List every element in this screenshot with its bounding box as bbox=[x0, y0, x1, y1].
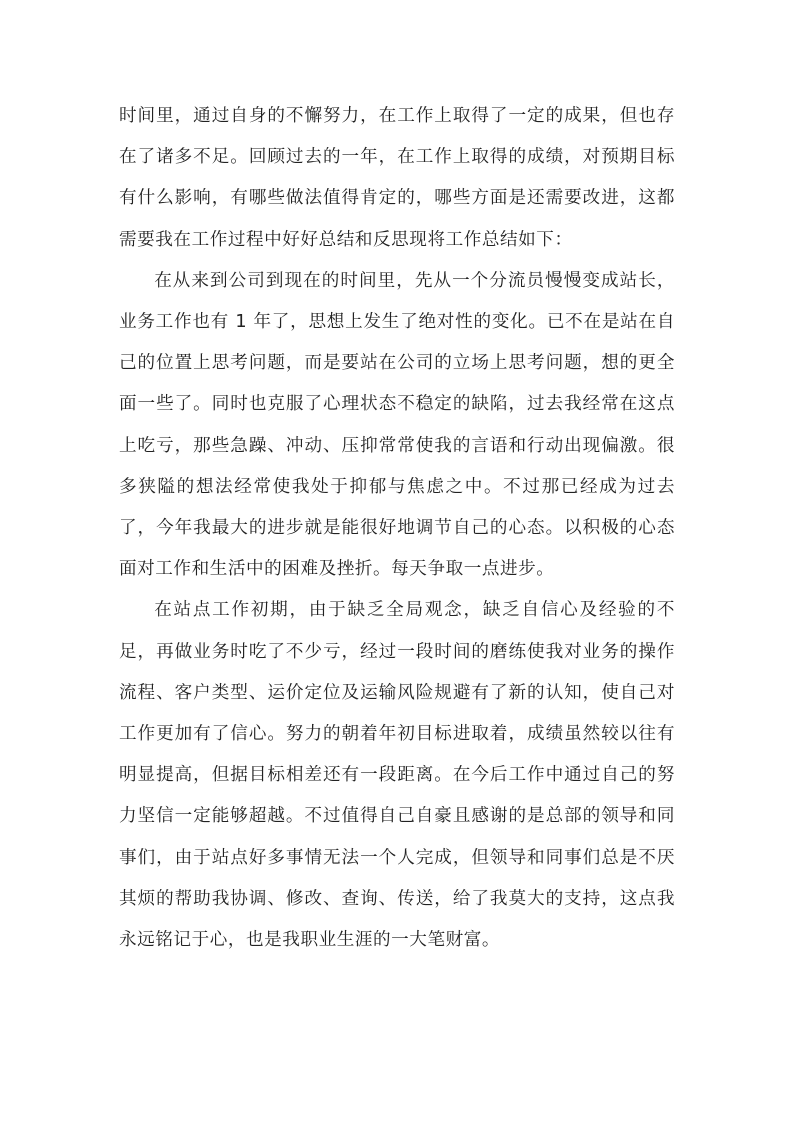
document-body bbox=[119, 96, 675, 961]
paragraph-work-experience: 在站点工作初期，由于缺乏全局观念，缺乏自信心及经验的不足，再做业务时吃了不少亏，经过一段时间的磨练使我对业务的操作流程、客户类型、运价定位及运输风险规避有了新的认知，使自己对工作更加有了信心。努力的朝着年初目标进取着，成绩虽然较以往有明显提高，但据目标相差还有一段距离。在今后工作中通过自己的努力坚信一定能够超越。不过值得自己自豪且感谢的是总部的领导和同事们，由于站点好多事情无法一个人完成，但领导和同事们总是不厌其烦的帮助我协调、修改、查询、传送，给了我莫大的支持，这点我永远铭记于心，也是我职业生涯的一大笔财富。 bbox=[119, 600, 675, 951]
paragraph-mindset: 在从来到公司到现在的时间里，先从一个分流员慢慢变成站长，业务工作也有 1 年了，思想上发生了绝对性的变化。已不在是站在自己的位置上思考问题，而是要站在公司的立场上思考问题，想的更全面一些了。同时也克服了心理状态不稳定的缺陷，过去我经常在这点上吃亏，那些急躁、冲动、压抑常常使我的言语和行动出现偏激。很多狭隘的想法经常使我处于抑郁与焦虑之中。不过那已经成为过去了，今年我最大的进步就是能很好地调节自己的心态。以积极的心态面对工作和生活中的困难及挫折。每天争取一点进步。 bbox=[119, 270, 675, 580]
paragraph-continuation: 时间里，通过自身的不懈努力，在工作上取得了一定的成果，但也存在了诸多不足。回顾过去的一年，在工作上取得的成绩，对预期目标有什么影响，有哪些做法值得肯定的，哪些方面是还需要改进，这都需要我在工作过程中好好总结和反思现将工作总结如下： bbox=[119, 106, 675, 250]
